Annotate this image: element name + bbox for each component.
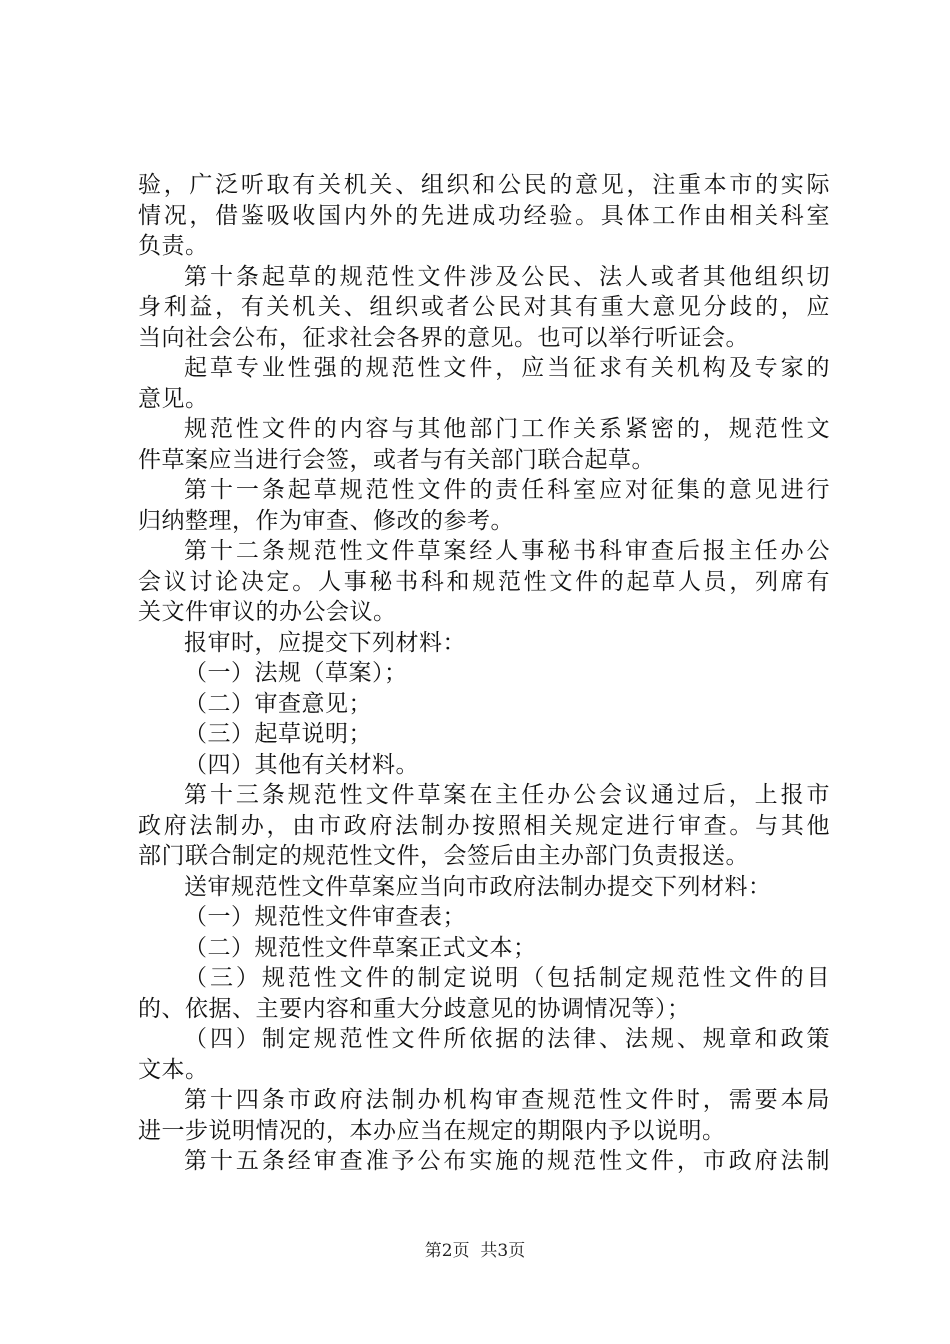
footer-separator <box>470 1241 481 1261</box>
text-line: 文本。 <box>138 1056 209 1083</box>
text-line: 负责。 <box>138 233 209 259</box>
text-line: 验，广泛听取有关机关、组织和公民的意见，注重本市的实际 <box>138 172 830 198</box>
text-line: （四）制定规范性文件所依据的法律、法规、规章和政策 <box>184 1026 830 1052</box>
text-line: （二）规范性文件草案正式文本； <box>184 934 537 961</box>
text-line: 报审时，应提交下列材料： <box>184 629 466 656</box>
text-line: 规范性文件的内容与其他部门工作关系紧密的，规范性文 <box>184 416 830 442</box>
text-line: 送审规范性文件草案应当向市政府法制办提交下列材料： <box>184 873 772 900</box>
text-line: 第十五条经审查准予公布实施的规范性文件，市政府法制 <box>184 1148 830 1174</box>
text-line: 关文件审议的办公会议。 <box>138 599 397 625</box>
text-line: 的、依据、主要内容和重大分歧意见的协调情况等）； <box>138 995 691 1022</box>
text-line: （三）起草说明； <box>184 721 372 747</box>
text-line: 当向社会公布，征求社会各界的意见。也可以举行听证会。 <box>138 324 749 351</box>
text-line: 意见。 <box>138 385 209 412</box>
text-line: （二）审查意见； <box>184 690 372 717</box>
text-line: 第十四条市政府法制办机构审查规范性文件时，需要本局 <box>184 1087 830 1113</box>
text-line: 进一步说明情况的，本办应当在规定的期限内予以说明。 <box>138 1117 726 1144</box>
text-line: 第十一条起草规范性文件的责任科室应对征集的意见进行 <box>184 477 830 503</box>
text-line: 件草案应当进行会签，或者与有关部门联合起草。 <box>138 446 655 473</box>
text-line: （一）规范性文件审查表； <box>184 904 466 930</box>
text-line: 会议讨论决定。人事秘书科和规范性文件的起草人员，列席有 <box>138 568 830 595</box>
text-line: 起草专业性强的规范性文件，应当征求有关机构及专家的 <box>184 355 830 381</box>
text-line: 身利益，有关机关、组织或者公民对其有重大意见分歧的，应 <box>138 294 830 320</box>
text-line: （四）其他有关材料。 <box>184 751 419 778</box>
text-line: 政府法制办，由市政府法制办按照相关规定进行审查。与其他 <box>138 812 830 839</box>
document-body <box>138 170 830 1177</box>
text-line: 第十条起草的规范性文件涉及公民、法人或者其他组织切 <box>184 263 830 290</box>
text-line: 第十二条规范性文件草案经人事秘书科审查后报主任办公 <box>184 538 830 564</box>
text-line: （三）规范性文件的制定说明（包括制定规范性文件的目 <box>184 965 830 991</box>
page-number: 第2页 <box>424 1241 470 1261</box>
text-line: 情况，借鉴吸收国内外的先进成功经验。具体工作由相关科室 <box>138 202 830 229</box>
text-line: 第十三条规范性文件草案在主任办公会议通过后，上报市 <box>184 782 830 808</box>
page-footer <box>0 1240 950 1262</box>
page-total: 共3页 <box>480 1241 526 1261</box>
text-line: 部门联合制定的规范性文件，会签后由主办部门负责报送。 <box>138 843 749 869</box>
text-line: （一）法规（草案）； <box>184 660 408 686</box>
text-line: 归纳整理，作为审查、修改的参考。 <box>138 507 514 534</box>
